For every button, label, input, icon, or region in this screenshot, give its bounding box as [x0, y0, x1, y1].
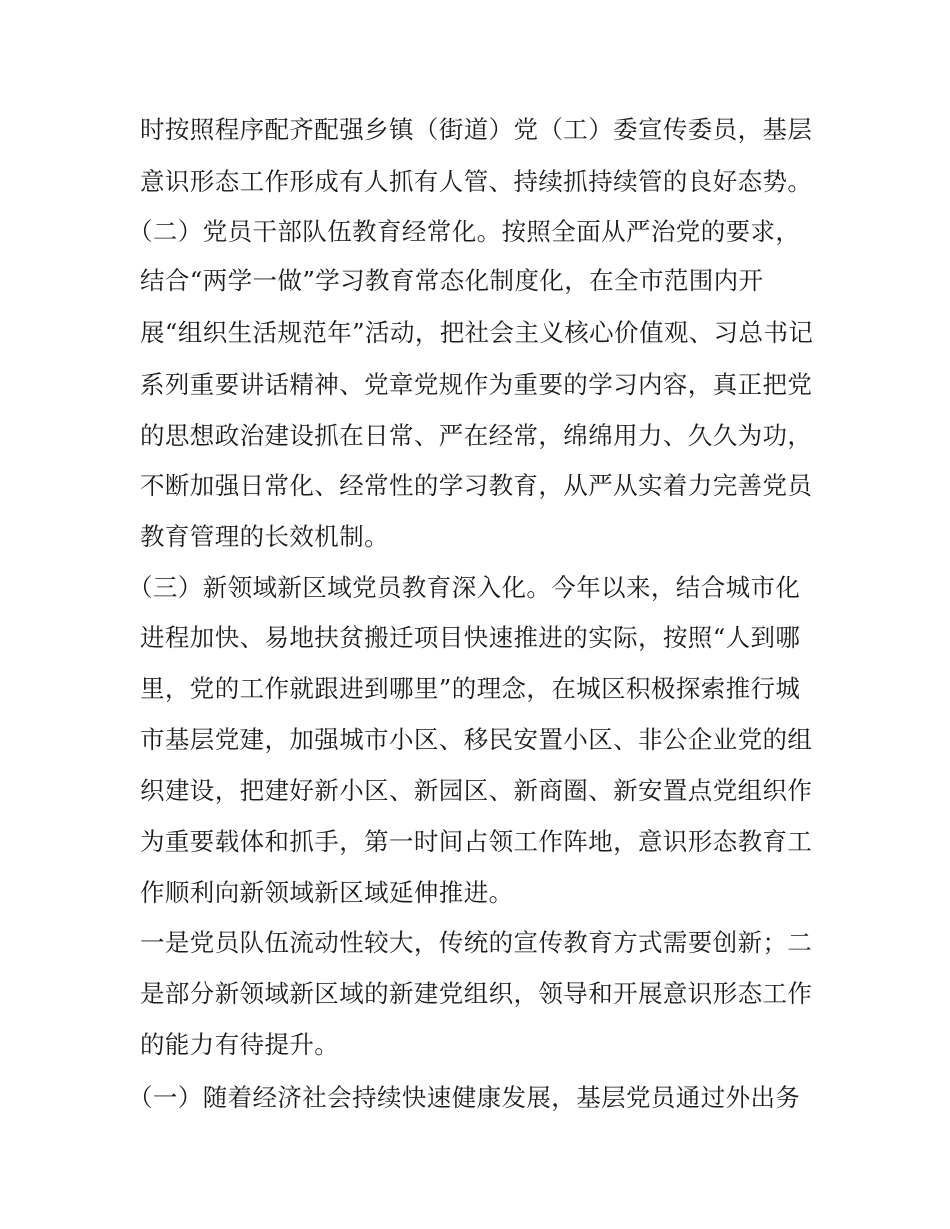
text-line: （一）随着经济社会持续快速健康发展，基层党员通过外出务 — [128, 1083, 801, 1112]
text-line: 结合“两学一做”学习教育常态化制度化，在全市范围内开 — [140, 266, 764, 295]
text-line: （三）新领域新区域党员教育深入化。今年以来，结合城市化 — [128, 573, 801, 602]
text-line: 为重要载体和抓手，第一时间占领工作阵地，意识形态教育工 — [140, 827, 813, 856]
text-line: 作顺利向新领域新区域延伸推进。 — [140, 878, 514, 907]
text-line: 一是党员队伍流动性较大，传统的宣传教育方式需要创新；二 — [140, 928, 813, 957]
text-line: 不断加强日常化、经常性的学习教育，从严从实着力完善党员 — [140, 471, 813, 500]
text-line: 里，党的工作就跟进到哪里”的理念，在城区积极探索推行城 — [140, 674, 801, 703]
text-line: 进程加快、易地扶贫搬迁项目快速推进的实际，按照“人到哪 — [140, 623, 801, 652]
text-line: 展“组织生活规范年”活动，把社会主义核心价值观、习总书记 — [140, 318, 814, 347]
text-line: 市基层党建，加强城市小区、移民安置小区、非公企业党的组 — [140, 725, 813, 754]
text-line: 教育管理的长效机制。 — [140, 522, 389, 551]
text-line: 是部分新领域新区域的新建党组织，领导和开展意识形态工作 — [140, 979, 813, 1008]
text-line: 意识形态工作形成有人抓有人管、持续抓持续管的良好态势。 — [140, 167, 813, 196]
text-line: 时按照程序配齐配强乡镇（街道）党（工）委宣传委员，基层 — [140, 115, 813, 144]
text-line: （二）党员干部队伍教育经常化。按照全面从严治党的要求， — [128, 217, 801, 246]
text-line: 的思想政治建设抓在日常、严在经常，绵绵用力、久久为功， — [140, 421, 813, 450]
text-line: 的能力有待提升。 — [140, 1030, 340, 1059]
text-line: 系列重要讲话精神、党章党规作为重要的学习内容，真正把党 — [140, 370, 813, 399]
text-line: 织建设，把建好新小区、新园区、新商圈、新安置点党组织作 — [140, 776, 813, 805]
